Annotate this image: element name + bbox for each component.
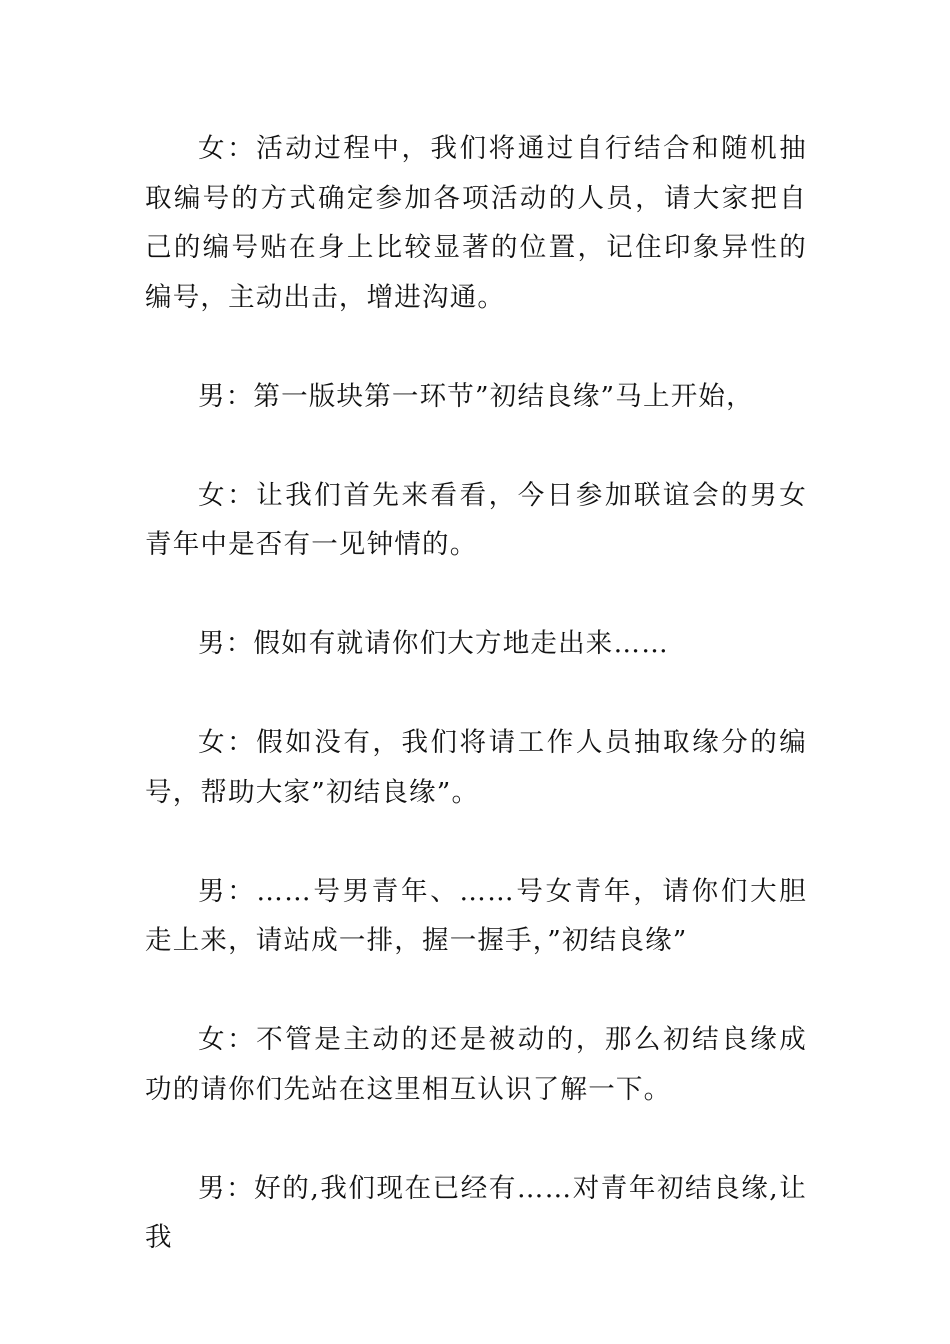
paragraph: 男：第一版块第一环节”初结良缘”马上开始，: [198, 380, 754, 412]
paragraph: 女：让我们首先来看看，今日参加联谊会的男女青年中是否有一见钟情的。: [145, 479, 807, 560]
paragraph: 女：不管是主动的还是被动的，那么初结良缘成功的请你们先站在这里相互认识了解一下。: [145, 1024, 807, 1105]
paragraph: 女：活动过程中，我们将通过自行结合和随机抽取编号的方式确定参加各项活动的人员，请大家把自己的编号贴在身上比较显著的位置，记住印象异性的编号，主动出击，增进沟通。: [145, 133, 807, 313]
paragraph: 男：……号男青年、……号女青年，请你们大胆走上来，请站成一排，握一握手，”初结良缘”: [145, 875, 807, 956]
paragraph: 男：好的,我们现在已经有……对青年初结良缘,让我: [145, 1172, 807, 1253]
paragraph: 男：假如有就请你们大方地走出来……: [198, 628, 669, 659]
document-body: [145, 124, 807, 1312]
paragraph: 女：假如没有，我们将请工作人员抽取缘分的编号，帮助大家”初结良缘”。: [145, 727, 807, 808]
